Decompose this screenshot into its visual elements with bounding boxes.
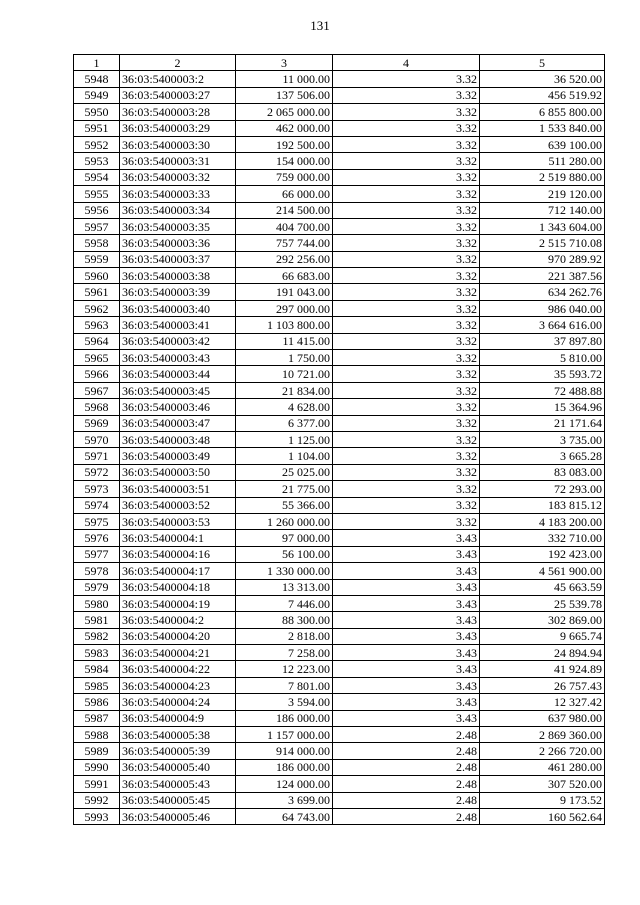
- table-row: [74, 218, 605, 234]
- table-row: [74, 530, 605, 546]
- table-row: [74, 727, 605, 743]
- table-row: [74, 333, 605, 349]
- cadastral-number: 36:03:5400003:51: [120, 481, 236, 497]
- cadastral-number: 36:03:5400003:53: [120, 513, 236, 529]
- total-value: 986 040.00: [480, 300, 605, 316]
- cadastral-number: 36:03:5400004:16: [120, 546, 236, 562]
- table-row: [74, 497, 605, 513]
- table-row: [74, 87, 605, 103]
- area-value: 1 157 000.00: [236, 727, 333, 743]
- rate-value: 3.32: [333, 333, 480, 349]
- table-row: [74, 251, 605, 267]
- total-value: 4 183 200.00: [480, 513, 605, 529]
- total-value: 4 561 900.00: [480, 563, 605, 579]
- cadastral-number: 36:03:5400003:38: [120, 268, 236, 284]
- rate-value: 3.32: [333, 218, 480, 234]
- row-number: 5950: [74, 104, 120, 120]
- table-row: [74, 317, 605, 333]
- rate-value: 3.32: [333, 120, 480, 136]
- cadastral-number: 36:03:5400003:35: [120, 218, 236, 234]
- total-value: 219 120.00: [480, 186, 605, 202]
- rate-value: 3.32: [333, 104, 480, 120]
- total-value: 83 083.00: [480, 464, 605, 480]
- row-number: 5987: [74, 710, 120, 726]
- area-value: 10 721.00: [236, 366, 333, 382]
- total-value: 2 869 360.00: [480, 727, 605, 743]
- row-number: 5955: [74, 186, 120, 202]
- cadastral-number: 36:03:5400004:1: [120, 530, 236, 546]
- cadastral-number: 36:03:5400003:49: [120, 448, 236, 464]
- column-header-5: 5: [480, 55, 605, 71]
- table-row: [74, 661, 605, 677]
- cadastral-number: 36:03:5400004:17: [120, 563, 236, 579]
- cadastral-number: 36:03:5400003:48: [120, 431, 236, 447]
- column-header-4: 4: [333, 55, 480, 71]
- rate-value: 3.32: [333, 186, 480, 202]
- cadastral-number: 36:03:5400003:27: [120, 87, 236, 103]
- total-value: 5 810.00: [480, 350, 605, 366]
- table-row: [74, 399, 605, 415]
- cadastral-number: 36:03:5400003:52: [120, 497, 236, 513]
- rate-value: 3.32: [333, 136, 480, 152]
- area-value: 56 100.00: [236, 546, 333, 562]
- rate-value: 3.32: [333, 284, 480, 300]
- cadastral-number: 36:03:5400003:50: [120, 464, 236, 480]
- row-number: 5989: [74, 743, 120, 759]
- row-number: 5970: [74, 431, 120, 447]
- area-value: 154 000.00: [236, 153, 333, 169]
- row-number: 5971: [74, 448, 120, 464]
- area-value: 13 313.00: [236, 579, 333, 595]
- area-value: 55 366.00: [236, 497, 333, 513]
- rate-value: 3.32: [333, 382, 480, 398]
- area-value: 6 377.00: [236, 415, 333, 431]
- row-number: 5948: [74, 71, 120, 87]
- rate-value: 3.32: [333, 481, 480, 497]
- total-value: 1 343 604.00: [480, 218, 605, 234]
- area-value: 404 700.00: [236, 218, 333, 234]
- rate-value: 3.32: [333, 71, 480, 87]
- rate-value: 3.43: [333, 645, 480, 661]
- total-value: 37 897.80: [480, 333, 605, 349]
- total-value: 307 520.00: [480, 776, 605, 792]
- row-number: 5973: [74, 481, 120, 497]
- table-row: [74, 235, 605, 251]
- total-value: 6 855 800.00: [480, 104, 605, 120]
- total-value: 712 140.00: [480, 202, 605, 218]
- total-value: 332 710.00: [480, 530, 605, 546]
- table-row: [74, 677, 605, 693]
- area-value: 11 415.00: [236, 333, 333, 349]
- rate-value: 3.32: [333, 202, 480, 218]
- total-value: 302 869.00: [480, 612, 605, 628]
- total-value: 634 262.76: [480, 284, 605, 300]
- cadastral-number: 36:03:5400003:39: [120, 284, 236, 300]
- table-row: [74, 104, 605, 120]
- rate-value: 3.32: [333, 464, 480, 480]
- row-number: 5981: [74, 612, 120, 628]
- rate-value: 3.32: [333, 366, 480, 382]
- area-value: 124 000.00: [236, 776, 333, 792]
- cadastral-number: 36:03:5400004:22: [120, 661, 236, 677]
- table-row: [74, 759, 605, 775]
- row-number: 5958: [74, 235, 120, 251]
- area-value: 4 628.00: [236, 399, 333, 415]
- table-row: [74, 645, 605, 661]
- rate-value: 3.32: [333, 153, 480, 169]
- row-number: 5966: [74, 366, 120, 382]
- page-number: 131: [310, 18, 330, 33]
- total-value: 45 663.59: [480, 579, 605, 595]
- cadastral-number: 36:03:5400004:20: [120, 628, 236, 644]
- table-row: [74, 612, 605, 628]
- area-value: 759 000.00: [236, 169, 333, 185]
- total-value: 1 533 840.00: [480, 120, 605, 136]
- rate-value: 3.32: [333, 251, 480, 267]
- area-value: 3 594.00: [236, 694, 333, 710]
- rate-value: 3.43: [333, 546, 480, 562]
- total-value: 36 520.00: [480, 71, 605, 87]
- column-header-2: 2: [120, 55, 236, 71]
- rate-value: 3.32: [333, 350, 480, 366]
- cadastral-number: 36:03:5400005:38: [120, 727, 236, 743]
- cadastral-number: 36:03:5400003:40: [120, 300, 236, 316]
- total-value: 456 519.92: [480, 87, 605, 103]
- row-number: 5957: [74, 218, 120, 234]
- cadastral-number: 36:03:5400003:31: [120, 153, 236, 169]
- table-row: [74, 792, 605, 808]
- area-value: 97 000.00: [236, 530, 333, 546]
- total-value: 24 894.94: [480, 645, 605, 661]
- rate-value: 3.32: [333, 497, 480, 513]
- total-value: 192 423.00: [480, 546, 605, 562]
- table-row: [74, 136, 605, 152]
- area-value: 914 000.00: [236, 743, 333, 759]
- table-body: [74, 71, 605, 825]
- table-row: [74, 431, 605, 447]
- rate-value: 3.43: [333, 661, 480, 677]
- table-row: [74, 464, 605, 480]
- row-number: 5969: [74, 415, 120, 431]
- row-number: 5984: [74, 661, 120, 677]
- rate-value: 2.48: [333, 776, 480, 792]
- total-value: 72 488.88: [480, 382, 605, 398]
- rate-value: 3.32: [333, 300, 480, 316]
- cadastral-number: 36:03:5400003:46: [120, 399, 236, 415]
- area-value: 186 000.00: [236, 710, 333, 726]
- row-number: 5982: [74, 628, 120, 644]
- cadastral-number: 36:03:5400003:41: [120, 317, 236, 333]
- row-number: 5967: [74, 382, 120, 398]
- row-number: 5961: [74, 284, 120, 300]
- cadastral-table: [73, 54, 605, 825]
- table-row: [74, 694, 605, 710]
- total-value: 2 519 880.00: [480, 169, 605, 185]
- cadastral-number: 36:03:5400003:29: [120, 120, 236, 136]
- row-number: 5974: [74, 497, 120, 513]
- rate-value: 2.48: [333, 759, 480, 775]
- cadastral-number: 36:03:5400003:28: [120, 104, 236, 120]
- area-value: 12 223.00: [236, 661, 333, 677]
- row-number: 5968: [74, 399, 120, 415]
- table-row: [74, 415, 605, 431]
- cadastral-number: 36:03:5400004:2: [120, 612, 236, 628]
- area-value: 757 744.00: [236, 235, 333, 251]
- row-number: 5992: [74, 792, 120, 808]
- total-value: 26 757.43: [480, 677, 605, 693]
- row-number: 5975: [74, 513, 120, 529]
- cadastral-number: 36:03:5400003:2: [120, 71, 236, 87]
- column-header-3: 3: [236, 55, 333, 71]
- area-value: 137 506.00: [236, 87, 333, 103]
- table-row: [74, 120, 605, 136]
- total-value: 25 539.78: [480, 595, 605, 611]
- table-row: [74, 448, 605, 464]
- rate-value: 3.43: [333, 612, 480, 628]
- row-number: 5959: [74, 251, 120, 267]
- cadastral-number: 36:03:5400003:45: [120, 382, 236, 398]
- total-value: 511 280.00: [480, 153, 605, 169]
- area-value: 64 743.00: [236, 808, 333, 824]
- cadastral-number: 36:03:5400003:34: [120, 202, 236, 218]
- area-value: 1 260 000.00: [236, 513, 333, 529]
- cadastral-number: 36:03:5400005:43: [120, 776, 236, 792]
- column-header-1: 1: [74, 55, 120, 71]
- total-value: 9 665.74: [480, 628, 605, 644]
- row-number: 5960: [74, 268, 120, 284]
- area-value: 214 500.00: [236, 202, 333, 218]
- cadastral-number: 36:03:5400004:24: [120, 694, 236, 710]
- total-value: 3 665.28: [480, 448, 605, 464]
- row-number: 5951: [74, 120, 120, 136]
- total-value: 9 173.52: [480, 792, 605, 808]
- table-row: [74, 153, 605, 169]
- table-row: [74, 268, 605, 284]
- table-row: [74, 300, 605, 316]
- rate-value: 3.43: [333, 595, 480, 611]
- total-value: 12 327.42: [480, 694, 605, 710]
- table-row: [74, 579, 605, 595]
- row-number: 5990: [74, 759, 120, 775]
- table-row: [74, 169, 605, 185]
- area-value: 7 801.00: [236, 677, 333, 693]
- area-value: 3 699.00: [236, 792, 333, 808]
- area-value: 21 834.00: [236, 382, 333, 398]
- row-number: 5993: [74, 808, 120, 824]
- total-value: 72 293.00: [480, 481, 605, 497]
- table-row: [74, 71, 605, 87]
- row-number: 5977: [74, 546, 120, 562]
- row-number: 5979: [74, 579, 120, 595]
- total-value: 41 924.89: [480, 661, 605, 677]
- area-value: 1 125.00: [236, 431, 333, 447]
- rate-value: 3.43: [333, 677, 480, 693]
- cadastral-number: 36:03:5400005:40: [120, 759, 236, 775]
- table-row: [74, 284, 605, 300]
- total-value: 3 664 616.00: [480, 317, 605, 333]
- area-value: 1 330 000.00: [236, 563, 333, 579]
- row-number: 5964: [74, 333, 120, 349]
- cadastral-number: 36:03:5400004:23: [120, 677, 236, 693]
- area-value: 1 750.00: [236, 350, 333, 366]
- rate-value: 3.32: [333, 268, 480, 284]
- table-row: [74, 546, 605, 562]
- total-value: 160 562.64: [480, 808, 605, 824]
- area-value: 186 000.00: [236, 759, 333, 775]
- rate-value: 2.48: [333, 743, 480, 759]
- area-value: 462 000.00: [236, 120, 333, 136]
- rate-value: 2.48: [333, 792, 480, 808]
- area-value: 66 000.00: [236, 186, 333, 202]
- cadastral-number: 36:03:5400003:33: [120, 186, 236, 202]
- area-value: 25 025.00: [236, 464, 333, 480]
- rate-value: 3.32: [333, 513, 480, 529]
- header-row: [74, 55, 605, 71]
- rate-value: 3.43: [333, 710, 480, 726]
- area-value: 292 256.00: [236, 251, 333, 267]
- row-number: 5983: [74, 645, 120, 661]
- cadastral-number: 36:03:5400005:45: [120, 792, 236, 808]
- row-number: 5965: [74, 350, 120, 366]
- row-number: 5985: [74, 677, 120, 693]
- row-number: 5953: [74, 153, 120, 169]
- cadastral-number: 36:03:5400004:18: [120, 579, 236, 595]
- cadastral-number: 36:03:5400005:39: [120, 743, 236, 759]
- area-value: 2 065 000.00: [236, 104, 333, 120]
- table-row: [74, 186, 605, 202]
- cadastral-number: 36:03:5400003:30: [120, 136, 236, 152]
- table-row: [74, 366, 605, 382]
- table-row: [74, 481, 605, 497]
- table-row: [74, 202, 605, 218]
- table-row: [74, 743, 605, 759]
- total-value: 221 387.56: [480, 268, 605, 284]
- cadastral-number: 36:03:5400003:47: [120, 415, 236, 431]
- row-number: 5956: [74, 202, 120, 218]
- cadastral-number: 36:03:5400005:46: [120, 808, 236, 824]
- area-value: 7 446.00: [236, 595, 333, 611]
- rate-value: 3.32: [333, 448, 480, 464]
- rate-value: 2.48: [333, 727, 480, 743]
- rate-value: 3.32: [333, 399, 480, 415]
- row-number: 5980: [74, 595, 120, 611]
- cadastral-number: 36:03:5400003:42: [120, 333, 236, 349]
- total-value: 3 735.00: [480, 431, 605, 447]
- row-number: 5962: [74, 300, 120, 316]
- area-value: 191 043.00: [236, 284, 333, 300]
- rate-value: 3.32: [333, 235, 480, 251]
- row-number: 5986: [74, 694, 120, 710]
- total-value: 183 815.12: [480, 497, 605, 513]
- cadastral-number: 36:03:5400003:43: [120, 350, 236, 366]
- cadastral-number: 36:03:5400004:21: [120, 645, 236, 661]
- area-value: 21 775.00: [236, 481, 333, 497]
- total-value: 15 364.96: [480, 399, 605, 415]
- total-value: 639 100.00: [480, 136, 605, 152]
- total-value: 35 593.72: [480, 366, 605, 382]
- table-row: [74, 350, 605, 366]
- area-value: 1 103 800.00: [236, 317, 333, 333]
- total-value: 461 280.00: [480, 759, 605, 775]
- cadastral-number: 36:03:5400003:36: [120, 235, 236, 251]
- area-value: 2 818.00: [236, 628, 333, 644]
- row-number: 5954: [74, 169, 120, 185]
- area-value: 297 000.00: [236, 300, 333, 316]
- rate-value: 3.43: [333, 563, 480, 579]
- table-row: [74, 628, 605, 644]
- area-value: 1 104.00: [236, 448, 333, 464]
- table-row: [74, 513, 605, 529]
- row-number: 5949: [74, 87, 120, 103]
- cadastral-number: 36:03:5400003:37: [120, 251, 236, 267]
- table-row: [74, 710, 605, 726]
- rate-value: 3.32: [333, 87, 480, 103]
- rate-value: 3.32: [333, 431, 480, 447]
- table-row: [74, 595, 605, 611]
- rate-value: 3.32: [333, 415, 480, 431]
- area-value: 7 258.00: [236, 645, 333, 661]
- row-number: 5978: [74, 563, 120, 579]
- table-row: [74, 382, 605, 398]
- cadastral-number: 36:03:5400004:19: [120, 595, 236, 611]
- rate-value: 3.43: [333, 579, 480, 595]
- rate-value: 3.43: [333, 628, 480, 644]
- rate-value: 3.43: [333, 694, 480, 710]
- rate-value: 2.48: [333, 808, 480, 824]
- total-value: 970 289.92: [480, 251, 605, 267]
- total-value: 637 980.00: [480, 710, 605, 726]
- table-row: [74, 563, 605, 579]
- row-number: 5963: [74, 317, 120, 333]
- row-number: 5952: [74, 136, 120, 152]
- total-value: 2 266 720.00: [480, 743, 605, 759]
- total-value: 21 171.64: [480, 415, 605, 431]
- row-number: 5972: [74, 464, 120, 480]
- table-row: [74, 808, 605, 824]
- area-value: 192 500.00: [236, 136, 333, 152]
- row-number: 5991: [74, 776, 120, 792]
- area-value: 88 300.00: [236, 612, 333, 628]
- rate-value: 3.43: [333, 530, 480, 546]
- rate-value: 3.32: [333, 317, 480, 333]
- cadastral-number: 36:03:5400003:44: [120, 366, 236, 382]
- row-number: 5988: [74, 727, 120, 743]
- area-value: 11 000.00: [236, 71, 333, 87]
- table-row: [74, 776, 605, 792]
- area-value: 66 683.00: [236, 268, 333, 284]
- row-number: 5976: [74, 530, 120, 546]
- cadastral-number: 36:03:5400003:32: [120, 169, 236, 185]
- cadastral-number: 36:03:5400004:9: [120, 710, 236, 726]
- rate-value: 3.32: [333, 169, 480, 185]
- total-value: 2 515 710.08: [480, 235, 605, 251]
